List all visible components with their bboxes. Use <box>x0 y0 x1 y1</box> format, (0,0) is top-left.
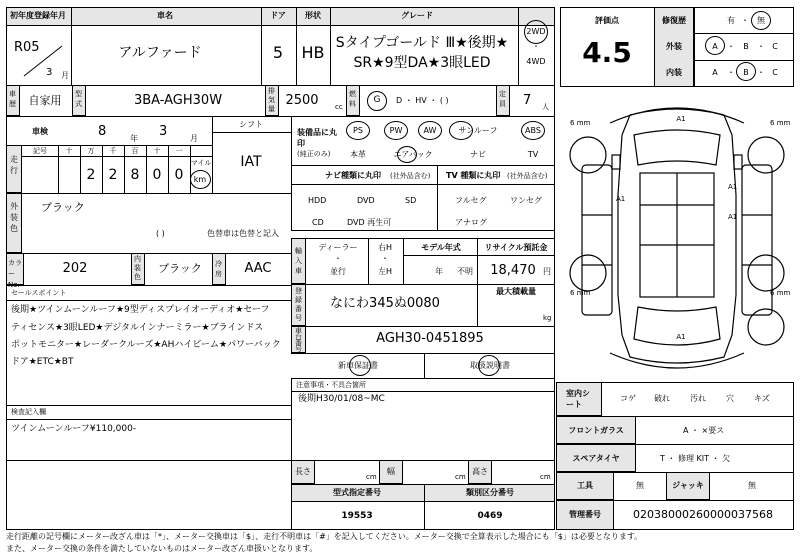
score-label: 評価点 <box>595 16 619 25</box>
length-unit: cm <box>366 473 377 481</box>
equipment-label: 装備品に丸印 <box>297 128 337 148</box>
ext-color-value: ブラック <box>41 201 85 214</box>
digit-header-6: 一 <box>175 147 183 155</box>
ext-color-paren: ( ) <box>156 229 165 238</box>
seat-opt-dirt: 汚れ <box>690 394 706 403</box>
ext-opt-c: C <box>772 42 778 51</box>
type-number: 19553 <box>341 511 373 521</box>
glass-options: A ・ ×要ス <box>683 426 725 435</box>
digit-1k: 2 <box>108 167 118 183</box>
seat-opt-burn: コゲ <box>620 394 636 403</box>
drive-dot: ・ <box>532 42 540 51</box>
ext-opt-a: A <box>712 42 718 51</box>
damage-left-door: A1 <box>616 195 626 203</box>
damage-rear: A1 <box>676 333 686 341</box>
int-opt-dot2: ・ <box>757 68 765 77</box>
seat-opt-tear: 破れ <box>654 394 670 403</box>
first-reg-month: 3 <box>46 67 53 78</box>
equip-abs: ABS <box>525 126 541 135</box>
tv-fullseg: フルセグ <box>455 196 487 205</box>
grade-label: グレード <box>401 11 433 20</box>
tire-fl-label: 6 mm <box>570 119 591 127</box>
seat-opt-hole: 穴 <box>726 394 734 403</box>
doors-value: 5 <box>272 43 284 62</box>
displacement-unit: cc <box>335 103 343 111</box>
navi-dvd-play: DVD 再生可 <box>347 218 392 227</box>
tools-label: 工具 <box>577 481 593 490</box>
tv-sub: (社外品含む) <box>507 172 548 180</box>
recycle-value: 18,470 <box>490 263 536 278</box>
jack-value: 無 <box>748 481 756 490</box>
usage-value: 自家用 <box>28 94 62 107</box>
equip-airbag: エアバック <box>393 150 433 159</box>
import-dealer: ディーラー <box>318 243 358 252</box>
navi-sub: (社外品含む) <box>390 172 431 180</box>
navi-sd: SD <box>405 196 417 205</box>
sales-point-line-1: 後期★ツインムーンルーフ★9型ディスプレイオーディオ★セーフ <box>11 305 270 315</box>
navi-label: ナビ種類に丸印 <box>325 171 381 180</box>
tire-fr-label: 6 mm <box>770 119 791 127</box>
footer-line2: また、メーター交換の条件を満たしていないものはメーター改ざん車扱いとなります。 <box>6 544 318 553</box>
first-reg-label: 初年度登録年月 <box>10 11 66 20</box>
unit-km: km <box>193 175 207 184</box>
int-opt-b: B <box>743 68 749 77</box>
digit-10k: 2 <box>86 167 96 183</box>
tv-label: TV 種類に丸印 <box>446 171 501 180</box>
category-number-label: 類別区分番号 <box>466 488 514 497</box>
score-value: 4.5 <box>582 36 632 69</box>
chassis-value: AGH30-0451895 <box>376 331 484 346</box>
repair-opt-no: 無 <box>757 16 765 25</box>
ext-opt-b: B <box>743 42 749 51</box>
tv-oneseg: ワンセグ <box>510 196 542 205</box>
repair-opt-yes: 有 <box>727 16 735 25</box>
tire-rl-label: 6 mm <box>570 289 591 297</box>
ext-opt-dot2: ・ <box>757 42 765 51</box>
import-left-h: 左H <box>377 267 393 276</box>
capacity-unit: 人 <box>542 103 549 111</box>
first-reg-era: R05 <box>14 40 40 55</box>
import-label: 輸入車 <box>295 247 302 275</box>
doors-label: ドア <box>270 11 286 20</box>
glass-label: フロントガラス <box>568 426 624 435</box>
tv-analog: アナログ <box>455 218 487 227</box>
car-name-value: アルファード <box>118 45 202 61</box>
fuel-selected: G <box>373 95 381 105</box>
color-no-label: カラーNo. <box>8 259 22 289</box>
color-no-value: 202 <box>62 261 88 276</box>
inspector-text: ツインムーンルーフ¥110,000- <box>11 424 137 434</box>
car-name-label: 車名 <box>157 11 173 20</box>
height-unit: cm <box>540 473 551 481</box>
inspection-label: 車検 <box>32 127 48 136</box>
digit-1: 0 <box>174 167 184 183</box>
seat-label: 室内シート <box>566 389 590 409</box>
sales-point-line-2: ティセンス★3眼LED★デジタルインナーミラー★ブラインドス <box>11 323 264 333</box>
shift-label: シフト <box>239 120 263 129</box>
digit-header-2: 万 <box>87 147 95 155</box>
inspector-label: 検査記入欄 <box>11 408 46 416</box>
equipment-sublabel: (純正のみ) <box>297 150 331 158</box>
max-load-label: 最大積載量 <box>496 287 536 296</box>
notes-text: 後期H30/01/08~MC <box>298 394 385 404</box>
navi-cd: CD <box>312 218 324 227</box>
digit-10: 0 <box>152 167 162 183</box>
model-year-unit: 年 <box>435 267 443 276</box>
registration-label: 登録番号 <box>295 287 302 322</box>
model-label: 型式 <box>75 90 82 108</box>
shape-value: HB <box>301 43 325 62</box>
recycle-label: リサイクル預託金 <box>484 243 548 252</box>
model-value: 3BA-AGH30W <box>133 93 223 108</box>
inspection-month: 3 <box>159 124 168 139</box>
digit-header-4: 百 <box>131 147 139 155</box>
import-parallel: 並行 <box>330 267 346 276</box>
model-year-unknown: 不明 <box>457 267 473 276</box>
mgmt-value: 02038000260000037568 <box>633 508 773 521</box>
usage-label: 車歴 <box>9 90 16 108</box>
tire-rr-label: 6 mm <box>770 289 791 297</box>
jack-label: ジャッキ <box>672 481 704 490</box>
ext-opt-dot1: ・ <box>727 42 735 51</box>
first-reg-month-unit: 月 <box>61 71 69 80</box>
inspection-year-unit: 年 <box>130 134 138 143</box>
footer-line1: 走行距離の記号欄にメーター改ざん車は「*」、メーター交換車は「$」、走行不明車は「#」を記入してください。メーター交換で全算表示した場合にも「$」は必要となります。 <box>6 532 643 541</box>
drive-4wd: 4WD <box>526 57 546 66</box>
sales-points-label: セールスポイント <box>11 289 67 297</box>
seat-opt-scratch: キズ <box>754 394 770 403</box>
interior-color-label: 内装色 <box>134 255 141 281</box>
sales-point-line-3: ポットモニター★レーダークルーズ★AHハイビーム★パワーバック <box>11 340 281 350</box>
notes-label: 注意事項・不具合箇所 <box>296 381 366 389</box>
capacity-value: 7 <box>523 93 532 108</box>
width-label: 幅 <box>387 467 395 476</box>
digit-100: 8 <box>130 167 140 183</box>
navi-dvd: DVD <box>357 196 375 205</box>
int-opt-a: A <box>712 68 718 77</box>
equip-pw: PW <box>389 126 403 135</box>
ext-color-note: 色替車は色替と記入 <box>207 229 279 238</box>
fuel-options: D ・ HV ・ ( ) <box>396 96 449 105</box>
inspection-year: 8 <box>98 124 107 139</box>
displacement-value: 2500 <box>285 93 319 108</box>
manual: 取扱説明書 <box>470 361 510 370</box>
inspection-month-unit: 月 <box>190 134 198 143</box>
import-dot2: ・ <box>381 254 389 263</box>
grade-line2: SR★9型DA★3眼LED <box>353 55 491 71</box>
chassis-label: 車台番号 <box>295 327 302 353</box>
spare-options: T ・ 修理 KIT ・ 欠 <box>660 454 731 463</box>
height-label: 高さ <box>472 467 488 476</box>
cooler-label: 冷房 <box>215 260 222 278</box>
repair-label: 修復歴 <box>662 16 686 25</box>
int-opt-dot1: ・ <box>727 68 735 77</box>
fuel-label: 燃料 <box>349 90 356 108</box>
equip-navi: ナビ <box>470 150 486 159</box>
grade-line1: Sタイプゴールド Ⅲ★後期★ <box>335 35 509 51</box>
exterior-label: 外装 <box>666 42 682 51</box>
equip-ps: PS <box>353 126 363 135</box>
new-warranty: 新車保証書 <box>338 361 378 370</box>
sales-point-line-4: ドア★ETC★BT <box>11 357 74 367</box>
mgmt-label: 管理番号 <box>569 510 601 519</box>
digit-header-0: 記号 <box>33 147 47 155</box>
model-year-label: モデル年式 <box>421 243 461 252</box>
digit-header-5: 十 <box>153 147 161 155</box>
width-unit: cm <box>455 473 466 481</box>
recycle-yen: 円 <box>543 267 551 276</box>
import-right-h: 右H <box>377 243 393 252</box>
category-number: 0469 <box>477 511 503 521</box>
damage-roof-front: A1 <box>676 115 686 123</box>
import-dot: ・ <box>334 254 342 263</box>
shape-label: 形状 <box>305 11 321 20</box>
tools-value: 無 <box>636 481 644 490</box>
interior-color-value: ブラック <box>158 262 202 275</box>
equip-leather: 本革 <box>350 150 366 159</box>
damage-right-rear: A1 <box>728 213 738 221</box>
navi-hdd: HDD <box>308 196 327 205</box>
registration-value: なにわ345ぬ0080 <box>330 296 440 311</box>
repair-opt-dot: ・ <box>741 16 749 25</box>
int-opt-c: C <box>772 68 778 77</box>
length-label: 長さ <box>295 467 311 476</box>
mileage-label: 走行 <box>10 155 18 175</box>
digit-header-1: 十 <box>65 147 73 155</box>
interior-label: 内装 <box>666 68 682 77</box>
shift-value: IAT <box>240 154 262 170</box>
ext-color-label: 外装色 <box>10 202 18 233</box>
drive-2wd: 2WD <box>526 27 546 36</box>
cooler-value: AAC <box>244 261 272 276</box>
unit-mile: マイル <box>190 159 212 167</box>
displacement-label: 排気量 <box>268 87 275 113</box>
max-load-kg: kg <box>543 314 552 322</box>
equip-sunroof: サンルーフ <box>458 126 498 135</box>
damage-right-door: A1 <box>728 183 738 191</box>
type-number-label: 型式指定番号 <box>333 488 381 497</box>
spare-label: スペアタイヤ <box>572 454 620 463</box>
equip-tv: TV <box>527 150 539 159</box>
capacity-label: 定員 <box>499 90 506 108</box>
digit-header-3: 千 <box>109 147 117 155</box>
equip-aw: AW <box>423 126 437 135</box>
